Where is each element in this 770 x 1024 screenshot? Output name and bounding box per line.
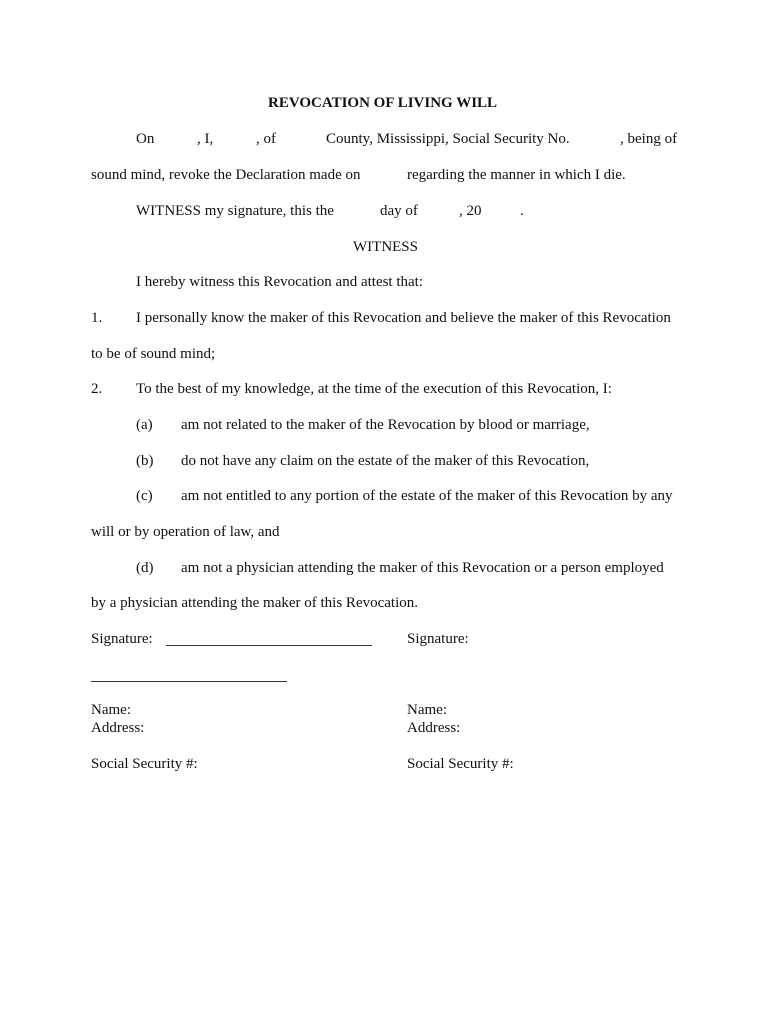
sub-c-text: am not entitled to any portion of the estate of the maker of this Revocation by any: [181, 488, 673, 504]
left-address-label: Address:: [91, 720, 145, 736]
being-of-text: , being of: [620, 131, 678, 147]
county-text: County, Mississippi, Social Security No.: [326, 131, 570, 147]
day-of-text: day of: [380, 203, 418, 219]
sub-a-text: am not related to the maker of the Revocation by blood or marriage,: [181, 417, 590, 433]
document-title: REVOCATION OF LIVING WILL: [268, 95, 498, 111]
sub-d-continuation: by a physician attending the maker of this Revocation.: [91, 595, 418, 611]
on-text: On: [136, 131, 155, 147]
right-address-label: Address:: [407, 720, 461, 736]
sub-a-label: (a): [136, 417, 153, 433]
i-text: , I,: [197, 131, 214, 147]
left-name-label: Name:: [91, 702, 131, 718]
right-signature-line[interactable]: [91, 681, 287, 682]
sub-c-label: (c): [136, 488, 153, 504]
item-1-text: I personally know the maker of this Revocation and believe the maker of this Revocation: [136, 310, 671, 326]
year-text: , 20: [459, 203, 482, 219]
sub-c-continuation: will or by operation of law, and: [91, 524, 280, 540]
period-text: .: [520, 203, 524, 219]
of-text: , of: [256, 131, 276, 147]
item-1-continuation: to be of sound mind;: [91, 346, 216, 362]
left-ssn-label: Social Security #:: [91, 756, 198, 772]
item-1-number: 1.: [91, 310, 103, 326]
attest-text: I hereby witness this Revocation and attest that:: [136, 274, 424, 290]
witness-signature-text: WITNESS my signature, this the: [136, 203, 334, 219]
item-2-number: 2.: [91, 381, 103, 397]
sound-mind-text: sound mind, revoke the Declaration made on: [91, 167, 361, 183]
right-ssn-label: Social Security #:: [407, 756, 514, 772]
regarding-text: regarding the manner in which I die.: [407, 167, 626, 183]
item-2-text: To the best of my knowledge, at the time of the execution of this Revocation, I:: [136, 381, 612, 397]
left-signature-label: Signature:: [91, 631, 153, 647]
sub-d-label: (d): [136, 560, 154, 576]
right-signature-label: Signature:: [407, 631, 469, 647]
sub-d-text: am not a physician attending the maker of this Revocation or a person employed: [181, 560, 664, 576]
sub-b-label: (b): [136, 453, 154, 469]
sub-b-text: do not have any claim on the estate of the maker of this Revocation,: [181, 453, 590, 469]
witness-heading: WITNESS: [353, 239, 418, 255]
left-signature-line[interactable]: [166, 645, 372, 646]
right-name-label: Name:: [407, 702, 447, 718]
